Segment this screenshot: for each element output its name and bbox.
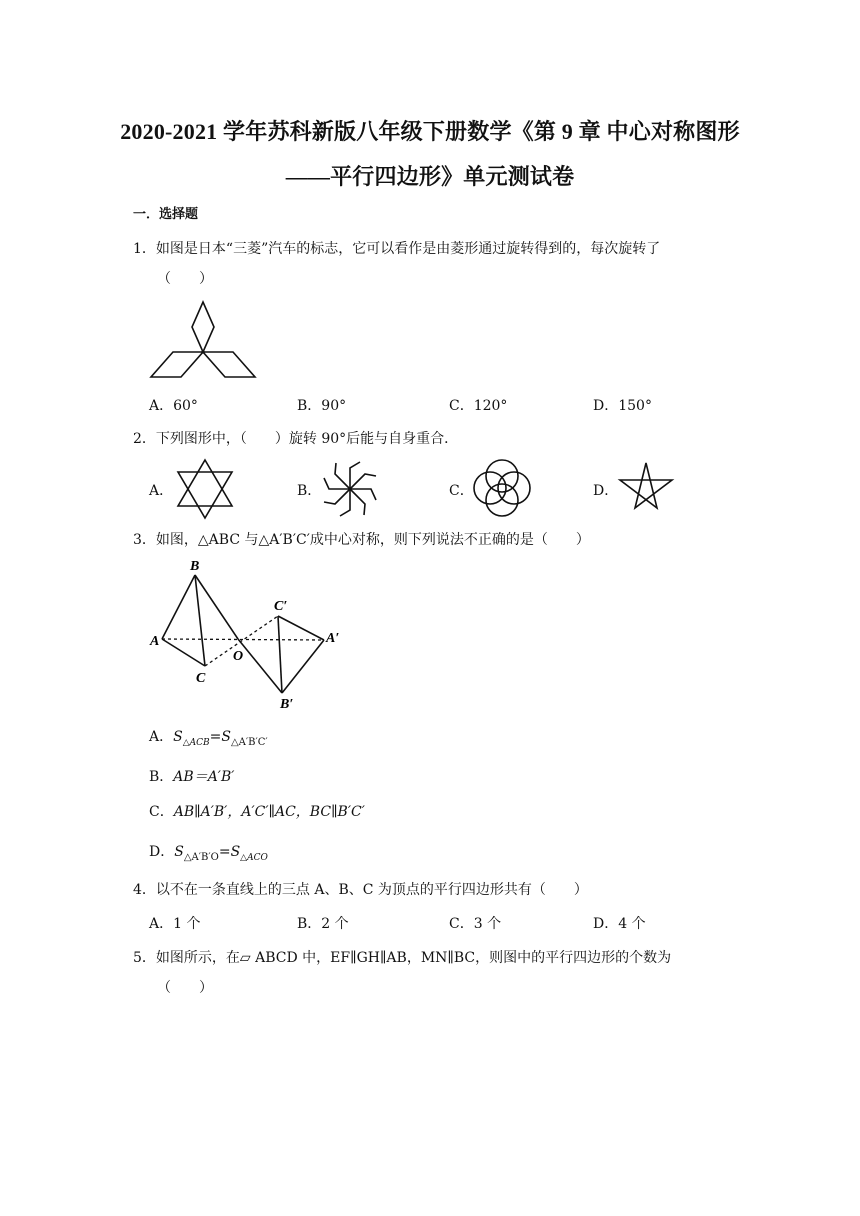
q2-stem: 2．下列图形中，（ ）旋转 90°后能与自身重合．	[133, 431, 459, 447]
q3-option-c	[149, 801, 365, 821]
q3-option-a-prefix: A．	[149, 729, 174, 745]
q2-four-circles-figure	[470, 456, 534, 520]
q4-option-c: C．3 个	[449, 916, 502, 932]
q2-option-d: D．	[593, 483, 619, 499]
q3-label: A′	[326, 631, 340, 646]
q3-option-d	[149, 841, 268, 863]
q4-option-d: D．4 个	[593, 916, 646, 932]
q3-option-d-left: S	[174, 844, 184, 860]
q3-option-b-prefix: B．	[149, 769, 174, 785]
q1-mitsubishi-figure	[148, 300, 258, 382]
q3-option-d-left-sub: △A′B′O	[183, 851, 219, 863]
q1-option-d: D．150°	[593, 398, 652, 414]
q1-stem: 1．如图是日本“三菱”汽车的标志，它可以看作是由菱形通过旋转得到的，每次旋转了	[133, 241, 661, 257]
q2-pentagram-figure	[616, 460, 676, 516]
q3-label: A	[150, 634, 160, 649]
q5-paren: （ ）	[157, 980, 213, 996]
q3-option-a-right: S	[221, 729, 231, 745]
q3-option-a-eq: =	[209, 729, 222, 745]
q3-label: B	[190, 559, 200, 574]
q3-label: C	[196, 671, 206, 686]
q3-label: B′	[280, 697, 294, 712]
q3-label: O	[233, 649, 244, 664]
q3-option-b	[149, 766, 234, 786]
q3-option-d-right-sub: △ACO	[240, 852, 268, 863]
q3-option-b-text: AB＝A′B′	[173, 769, 235, 785]
q1-paren: （ ）	[157, 271, 213, 287]
q3-option-a-left: S	[173, 729, 183, 745]
q3-option-d-prefix: D．	[149, 844, 175, 860]
q5-stem: 5．如图所示，在▱ ABCD 中，EF∥GH∥AB，MN∥BC，则图中的平行四边形的个数为	[133, 950, 672, 966]
q3-option-a	[149, 726, 268, 748]
q1-option-a: A．60°	[149, 398, 198, 414]
q3-stem: 3．如图，△ABC 与△A′B′C′成中心对称，则下列说法不正确的是（ ）	[133, 532, 590, 548]
q2-option-a: A．	[149, 483, 174, 499]
q4-option-b: B．2 个	[297, 916, 349, 932]
q3-option-d-right: S	[230, 844, 241, 860]
q4-stem: 4．以不在一条直线上的三点 A、B、C 为顶点的平行四边形共有（ ）	[133, 882, 588, 898]
section-heading: 一．选择题	[133, 207, 199, 222]
q2-pinwheel-figure	[320, 460, 380, 518]
q3-option-d-eq: =	[218, 844, 231, 860]
q3-option-a-left-sub: △ACB	[182, 737, 210, 748]
q4-option-a: A．1 个	[149, 916, 201, 932]
q1-option-b: B．90°	[297, 398, 347, 414]
doc-title-line1: 2020-2021 学年苏科新版八年级下册数学《第 9 章 中心对称图形	[120, 119, 740, 144]
q1-option-c: C．120°	[449, 398, 508, 414]
q2-option-c: C．	[449, 483, 474, 499]
q3-option-a-right-sub: △A′B′C′	[230, 736, 268, 748]
q3-label: C′	[274, 599, 288, 614]
doc-title-line2: ——平行四边形》单元测试卷	[285, 164, 575, 189]
q2-option-b: B．	[297, 483, 322, 499]
q3-option-c-prefix: C．	[149, 804, 174, 820]
q3-option-c-text: AB∥A′B′，A′C′∥AC，BC∥B′C′	[173, 804, 365, 820]
q3-central-symmetry-figure	[148, 556, 340, 712]
q2-hexagram-figure	[172, 456, 238, 522]
